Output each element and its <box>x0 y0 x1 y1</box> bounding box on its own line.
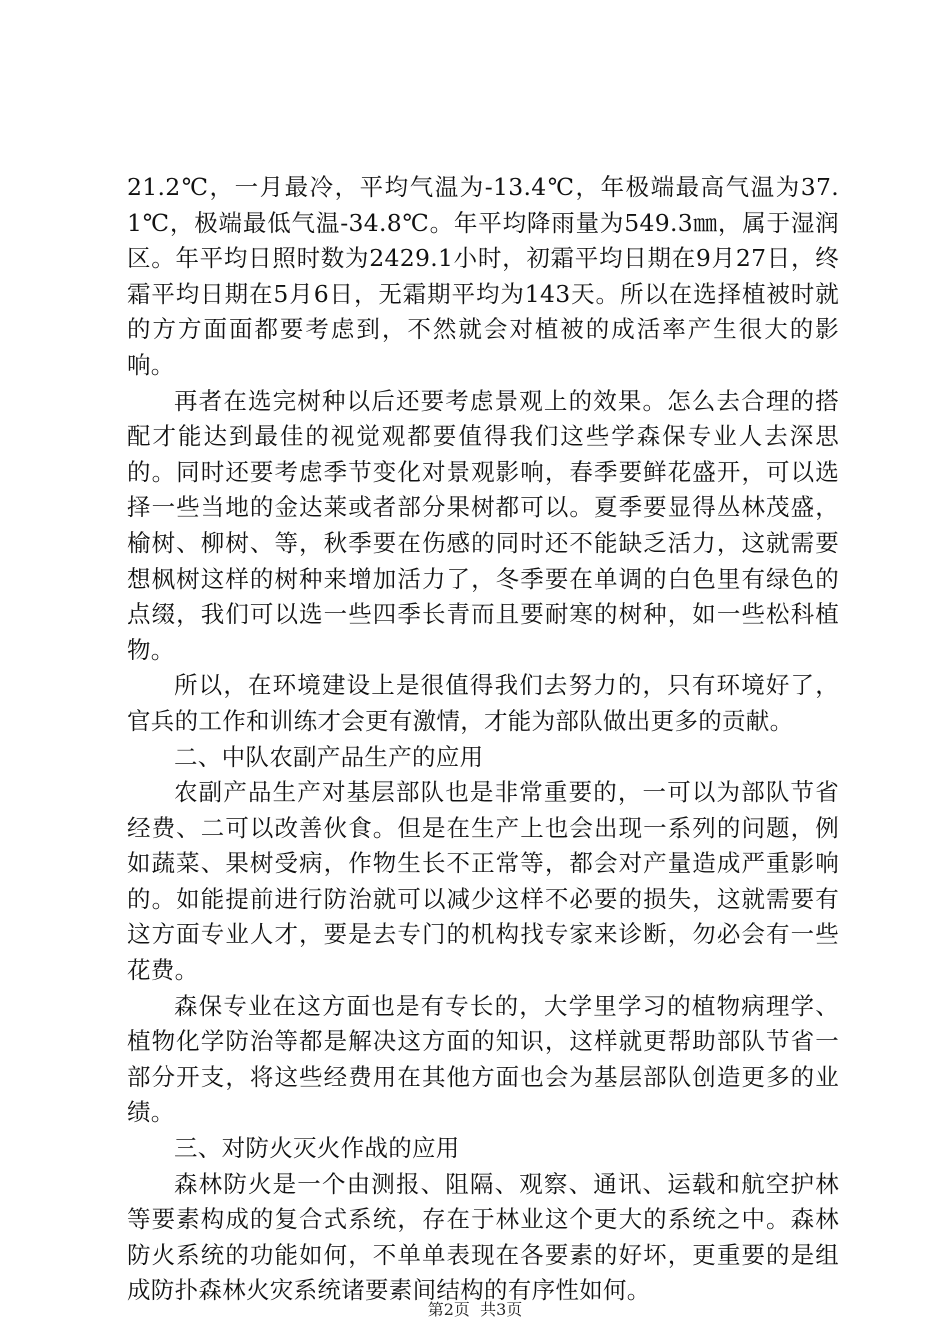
paragraph-landscape: 再者在选完树种以后还要考虑景观上的效果。怎么去合理的搭配才能达到最佳的视觉观都要值得我们这些学森保专业人去深思的。同时还要考虑季节变化对景观影响，春季要鲜花盛开，可以选择一些当地的金达莱或者部分果树都可以。夏季要显得丛林茂盛，榆树、柳树、等，秋季要在伤感的同时还不能缺乏活力，这就需要想枫树这样的树种来增加活力了，冬季要在单调的白色里有绿色的点缀，我们可以选一些四季长青而且要耐寒的树种，如一些松科植物。 <box>127 386 839 664</box>
page-number: 第2页 共3页 <box>427 1300 523 1319</box>
document-body <box>127 170 839 1309</box>
paragraph-forest-protection: 森保专业在这方面也是有专长的，大学里学习的植物病理学、植物化学防治等都是解决这方面的知识，这样就更帮助部队节省一部分开支，将这些经费用在其他方面也会为基层部队创造更多的业绩。 <box>127 991 839 1127</box>
page-footer <box>0 1300 950 1320</box>
paragraph-fire-prevention: 森林防火是一个由测报、阻隔、观察、通讯、运载和航空护林等要素构成的复合式系统，存在于林业这个更大的系统之中。森林防火系统的功能如何，不单单表现在各要素的好坏，更重要的是组成防扑森林火灾系统诸要素间结构的有序性如何。 <box>127 1169 839 1305</box>
section-heading-fire: 三、对防火灭火作战的应用 <box>174 1134 460 1163</box>
paragraph-environment: 所以，在环境建设上是很值得我们去努力的，只有环境好了，官兵的工作和训练才会更有激情，才能为部队做出更多的贡献。 <box>127 671 839 735</box>
paragraph-climate: 21.2℃，一月最冷，平均气温为-13.4℃，年极端最高气温为37.1℃，极端最低气温-34.8℃。年平均降雨量为549.3㎜，属于湿润区。年平均日照时数为2429.1小时，初霜平均日期在9月27日，终霜平均日期在5月6日，无霜期平均为143天。所以在选择植被时就的方方面面都要考虑到，不然就会对植被的成活率产生很大的影响。 <box>127 173 839 379</box>
section-heading-agriculture: 二、中队农副产品生产的应用 <box>174 742 484 771</box>
paragraph-agriculture: 农副产品生产对基层部队也是非常重要的，一可以为部队节省经费、二可以改善伙食。但是在生产上也会出现一系列的问题，例如蔬菜、果树受病，作物生长不正常等，都会对产量造成严重影响的。如能提前进行防治就可以减少这样不必要的损失，这就需要有这方面专业人才，要是去专门的机构找专家来诊断，勿必会有一些花费。 <box>127 778 839 985</box>
